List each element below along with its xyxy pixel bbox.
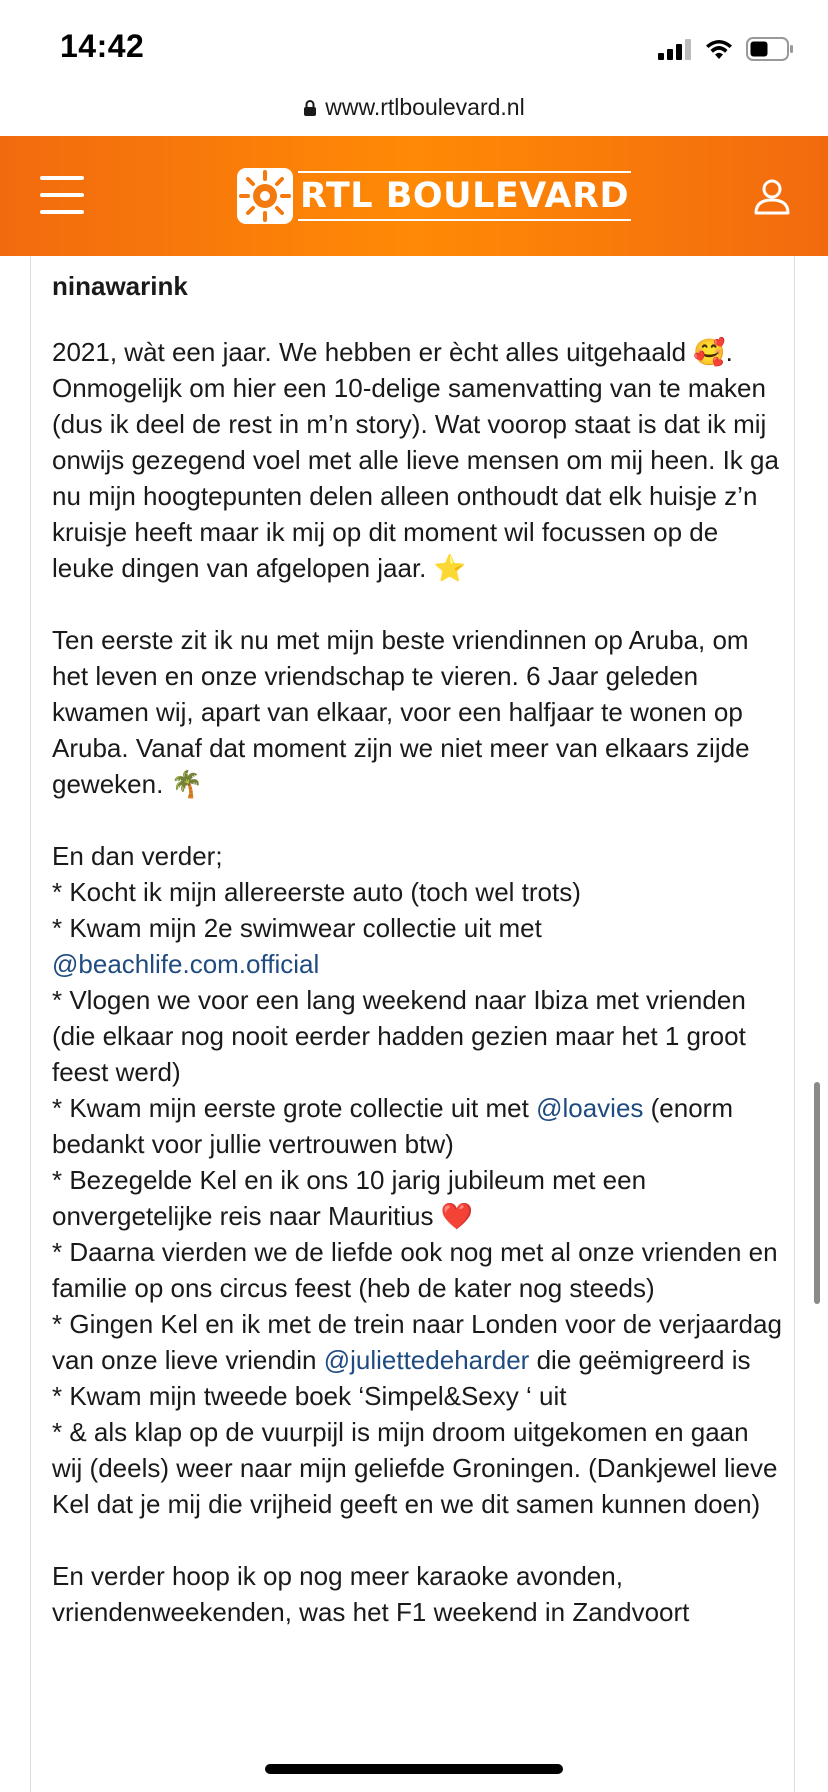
status-bar xyxy=(0,0,828,88)
mention-link[interactable]: @loavies xyxy=(536,1093,644,1123)
cellular-signal-icon xyxy=(658,38,692,60)
list-item: * Daarna vierden we de liefde ook nog met al onze vrienden en familie op ons circus feest (heb de kater nog steeds) xyxy=(52,1237,785,1303)
list-item: * Kwam mijn 2e swimwear collectie uit met xyxy=(52,913,550,943)
status-time: 14:42 xyxy=(60,28,145,64)
list-intro: En dan verder; xyxy=(52,841,223,871)
list-item-continued: (enorm bedankt voor jullie vertrouwen btw) xyxy=(52,1093,741,1159)
sun-logo-icon xyxy=(236,167,294,225)
caption-paragraph: Ten eerste zit ik nu met mijn beste vriendinnen op Aruba, om het leven en onze vriendschap te vieren. 6 Jaar geleden kwamen wij, apart van elkaar, voor een halfjaar te wonen op Aruba. Vanaf dat moment zijn we niet meer van elkaars zijde geweken. 🌴 xyxy=(52,625,757,799)
scrollbar[interactable] xyxy=(814,1082,820,1304)
address-bar[interactable] xyxy=(0,80,828,135)
mention-link[interactable]: @beachlife.com.official xyxy=(52,949,320,979)
site-header xyxy=(0,136,828,256)
caption-paragraph: 2021, wàt een jaar. We hebben er ècht alles uitgehaald 🥰. Onmogelijk om hier een 10-delige samenvatting van te maken (dus ik deel de rest in m’n story). Wat voorop staat is dat ik mij onwijs gezegend voel met alle lieve mensen om mij heen. Ik ga nu mijn hoogtepunten delen alleen onthoudt dat elk huisje z’n kruisje heeft maar ik mij op dit moment wil focussen op de leuke dingen van afgelopen jaar. ⭐️ xyxy=(52,337,787,583)
lock-icon xyxy=(303,99,317,117)
list-item: * Bezegelde Kel en ik ons 10 jarig jubileum met een onvergetelijke reis naar Mauritius ❤️ xyxy=(52,1165,654,1231)
logo-text: RTL BOULEVARD xyxy=(298,171,631,221)
home-indicator[interactable] xyxy=(265,1764,563,1774)
list-item: * Gingen Kel en ik met de trein naar Londen voor de verjaardag van onze lieve vriendin xyxy=(52,1309,790,1375)
rtl-boulevard-logo[interactable] xyxy=(236,166,631,226)
list-item: * Kwam mijn tweede boek ‘Simpel&Sexy ‘ uit xyxy=(52,1381,567,1411)
mention-link[interactable]: @juliettedeharder xyxy=(323,1345,530,1375)
post-username[interactable]: ninawarink xyxy=(52,271,188,301)
list-item: * Vlogen we voor een lang weekend naar Ibiza met vrienden (die elkaar nog nooit eerder hadden gezien maar het 1 groot feest werd) xyxy=(52,985,754,1087)
status-icons xyxy=(658,34,794,64)
url-text: www.rtlboulevard.nl xyxy=(325,94,525,120)
list-item: * Kocht ik mijn allereerste auto (toch wel trots) xyxy=(52,877,581,907)
user-icon[interactable] xyxy=(752,176,792,216)
list-item: * & als klap op de vuurpijl is mijn droom uitgekomen en gaan wij (deels) weer naar mijn geliefde Groningen. (Dankjewel lieve Kel dat je mij die vrijheid geeft en we dit samen kunnen doen) xyxy=(52,1417,785,1519)
hamburger-menu-icon[interactable] xyxy=(40,176,84,214)
post-caption xyxy=(52,334,790,1630)
list-item: * Kwam mijn eerste grote collectie uit met xyxy=(52,1093,537,1123)
battery-icon xyxy=(746,37,794,61)
closing-paragraph: En verder hoop ik op nog meer karaoke avonden, vriendenweekenden, was het F1 weekend in Zandvoort xyxy=(52,1561,690,1627)
post-body xyxy=(52,264,790,1630)
list-item-continued: die geëmigreerd is xyxy=(529,1345,751,1375)
wifi-icon xyxy=(704,38,734,60)
